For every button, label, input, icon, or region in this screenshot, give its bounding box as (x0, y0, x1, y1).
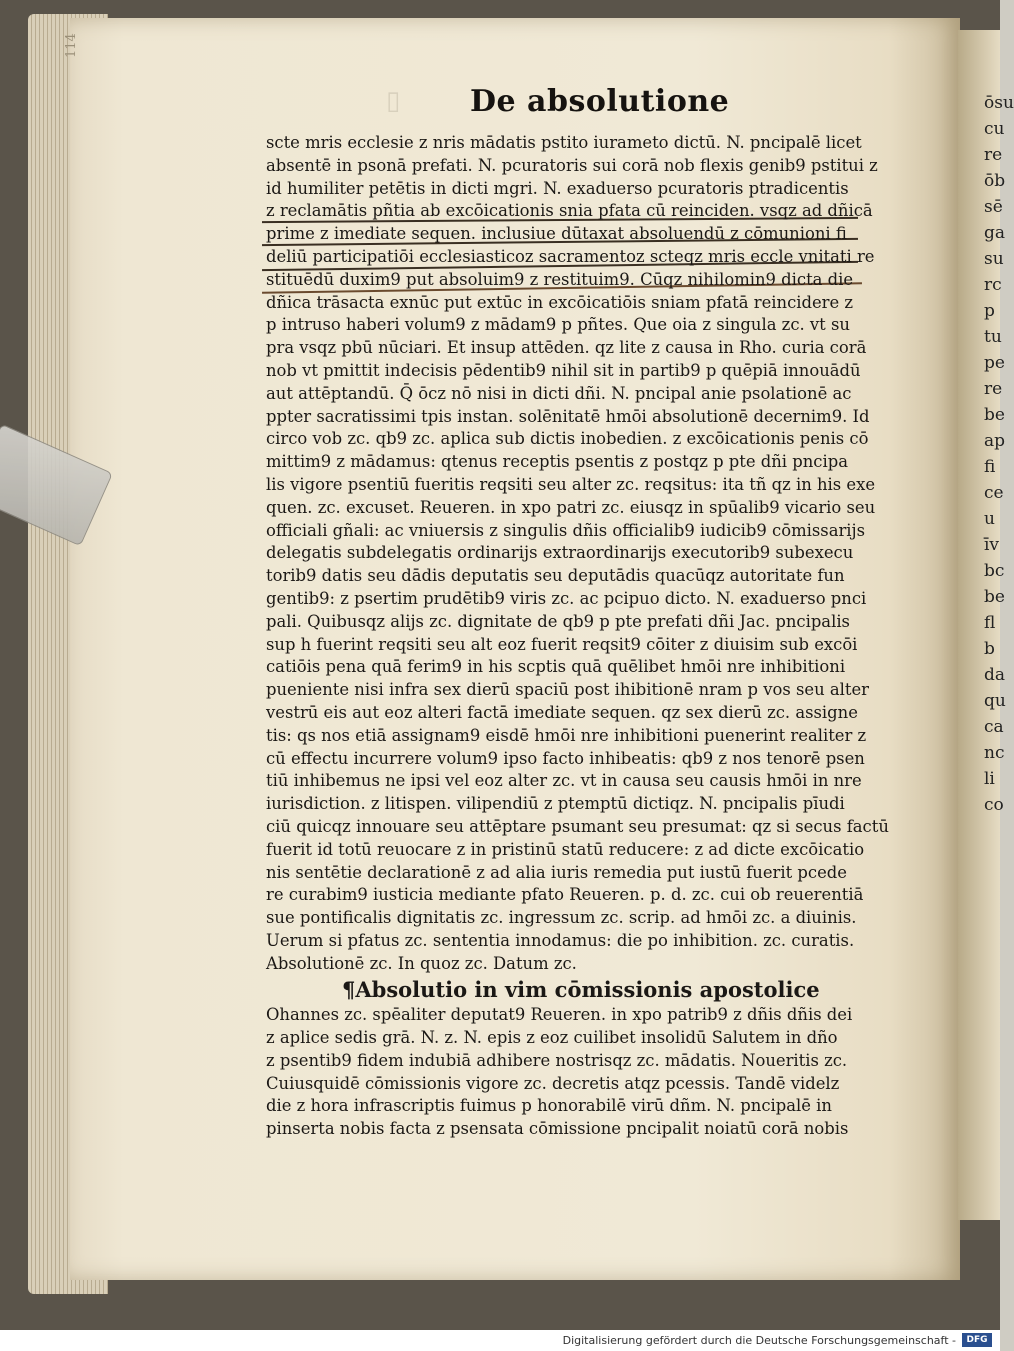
text-line: aut attēptandū. Q̄ ōcz nō nisi in dicti dñi. N. pncipal anie psolationē ac (266, 383, 852, 403)
dfg-logo: DFG (962, 1333, 992, 1347)
text-line: quen. zc. excuset. Reueren. in xpo patri zc. eiusqz in spūalib9 vicario seu (266, 497, 876, 517)
text-line: pra vsqz pbū nūciari. Et insup attēden. qz lite z causa in Rho. curia corā (266, 338, 867, 358)
text-line: gentib9: z psertim prudētib9 viris zc. ac pcipuo dicto. N. exaduerso pnci (266, 588, 867, 608)
text-line: dñica trāsacta exnūc put extūc in excōicatiōis sniam pfatā reincidere z (266, 292, 854, 312)
text-line: vestrū eis aut eoz alteri factā imediate sequen. qz sex dierū zc. assigne (266, 702, 858, 722)
text-line: circo vob zc. qb9 zc. aplica sub dictis inobedien. z excōicationis penis cō (266, 429, 869, 449)
text-line: ciū quicqz innouare seu attēptare psumant seu presumat: qz si secus factū (266, 816, 889, 836)
text-line: Ohannes zc. spēaliter deputat9 Reueren. in xpo patrib9 z dñis dñis dei (266, 1005, 853, 1025)
text-line: scte mris ecclesie z nris mādatis pstito iurameto dictū. N. pncipalē licet (266, 133, 862, 152)
text-line: nis sentētie declarationē z ad alia iuris remedia put iustū fuerit pcede (266, 862, 847, 882)
text-line: ppter sacratissimi tpis instan. solēnitatē hmōi absolutionē decernim9. Id (266, 406, 870, 426)
running-head: De absolutione (470, 84, 730, 119)
text-line: lis vigore psentiū fueritis reqsiti seu alter zc. reqsitus: ita tñ qz in his exe (266, 474, 876, 494)
text-line: z psentib9 fidem indubiā adhibere nostrisqz zc. mādatis. Noueritis zc. (266, 1050, 848, 1070)
text-line: pinserta nobis facta z psensata cōmissione pncipalit noiatū corā nobis (266, 1119, 849, 1139)
text-line: re curabim9 iusticia mediante pfato Reueren. p. d. zc. cui ob reuerentiā (266, 885, 864, 905)
text-line: tiū inhibemus ne ipsi vel eoz alter zc. vt in causa seu causis hmōi in nre (266, 771, 862, 791)
text-line: officiali gñali: ac vniuersis z singulis dñis officialib9 iudicib9 cōmissarijs (266, 520, 866, 540)
text-line: nob vt pmittit indecisis pēdentib9 nihil sit in partib9 p quēpiā innouādū (266, 360, 861, 380)
text-line: delegatis subdelegatis ordinarijs extraordinarijs executorib9 subexecu (266, 543, 854, 563)
text-line: deliū participatiōi ecclesiasticoz sacramentoz scteqz mris eccle vnitati re (266, 246, 875, 266)
digitization-credit: Digitalisierung gefördert durch die Deutsche Forschungsgemeinschaft - (562, 1334, 956, 1347)
text-line: torib9 datis seu dādis deputatis seu deputādis quacūqz autoritate fun (266, 566, 845, 586)
text-line: sup h fuerint reqsiti seu alt eoz fuerit reqsit9 cōiter z diuisim sub excōi (266, 634, 858, 654)
text-line: sue pontificalis dignitatis zc. ingressum zc. scrip. ad hmōi zc. a diuinis. (266, 908, 857, 928)
text-line: die z hora infrascriptis fuimus p honorabilē virū dñm. N. pncipalē in (266, 1096, 832, 1116)
text-line: mittim9 z mādamus: qtenus receptis psentis z postqz p pte dñi pncipa (266, 452, 848, 472)
main-text-column (266, 132, 889, 1141)
facing-page-text: ōsu cu re ōb sē ga su rc p tu pe re be ap fi ce u īv bc be fl b da qu ca nc li co (984, 93, 1014, 815)
text-line: cū effectu incurrere volum9 ipso facto inhibeatis: qb9 z nos tenorē psen (266, 748, 865, 768)
section-heading: ¶Absolutio in vim cōmissionis apostolice (342, 977, 820, 1003)
text-line: pueniente nisi infra sex dierū spaciū post ihibitionē nram p vos seu alter (266, 680, 869, 700)
text-line: stituēdū duxim9 put absoluim9 z restituim9. Cūqz nihilomin9 dicta die (266, 269, 854, 289)
text-line: z aplice sedis grā. N. z. N. epis z eoz cuilibet insolidū Salutem in dño (266, 1028, 838, 1048)
facing-page (958, 30, 1014, 1220)
text-line: tis: qs nos etiā assignam9 eisdē hmōi nre inhibitioni puenerint realiter z (266, 725, 867, 745)
text-line: Uerum si pfatus zc. sententia innodamus: die po inhibition. zc. curatis. (266, 930, 855, 950)
faded-header-mark: ▯ (386, 86, 401, 116)
text-line: Absolutionē zc. In quoz zc. Datum zc. (266, 953, 577, 973)
folio-number: 114 (64, 33, 79, 58)
text-line: iurisdiction. z litispen. vilipendiū z ptemptū dictiqz. N. pncipalis pīudi (266, 794, 845, 814)
text-line: absentē in psonā prefati. N. pcuratoris sui corā nob flexis genib9 pstitui z (266, 155, 878, 175)
text-line: z reclamātis pñtia ab excōicationis snia pfata cū reinciden. vsqz ad dñicā (266, 201, 873, 221)
text-line: Cuiusquidē cōmissionis vigore zc. decretis atqz pcessis. Tandē videlz (266, 1073, 840, 1093)
text-line: catiōis pena quā ferim9 in his scptis quā quēlibet hmōi nre inhibitioni (266, 657, 846, 677)
text-line: p intruso haberi volum9 z mādam9 p pñtes. Que oia z singula zc. vt su (266, 315, 850, 335)
text-line: pali. Quibusqz alijs zc. dignitate de qb9 p pte prefati dñi Jac. pncipalis (266, 611, 850, 631)
text-line: id humiliter petētis in dicti mgri. N. exaduerso pcuratoris ptradicentis (266, 178, 849, 198)
text-line: prime z imediate sequen. inclusiue dūtaxat absoluendū z cōmunioni fi (266, 224, 847, 244)
text-line: fuerit id totū reuocare z in pristinū statū reducere: z ad dicte excōicatio (266, 839, 865, 859)
